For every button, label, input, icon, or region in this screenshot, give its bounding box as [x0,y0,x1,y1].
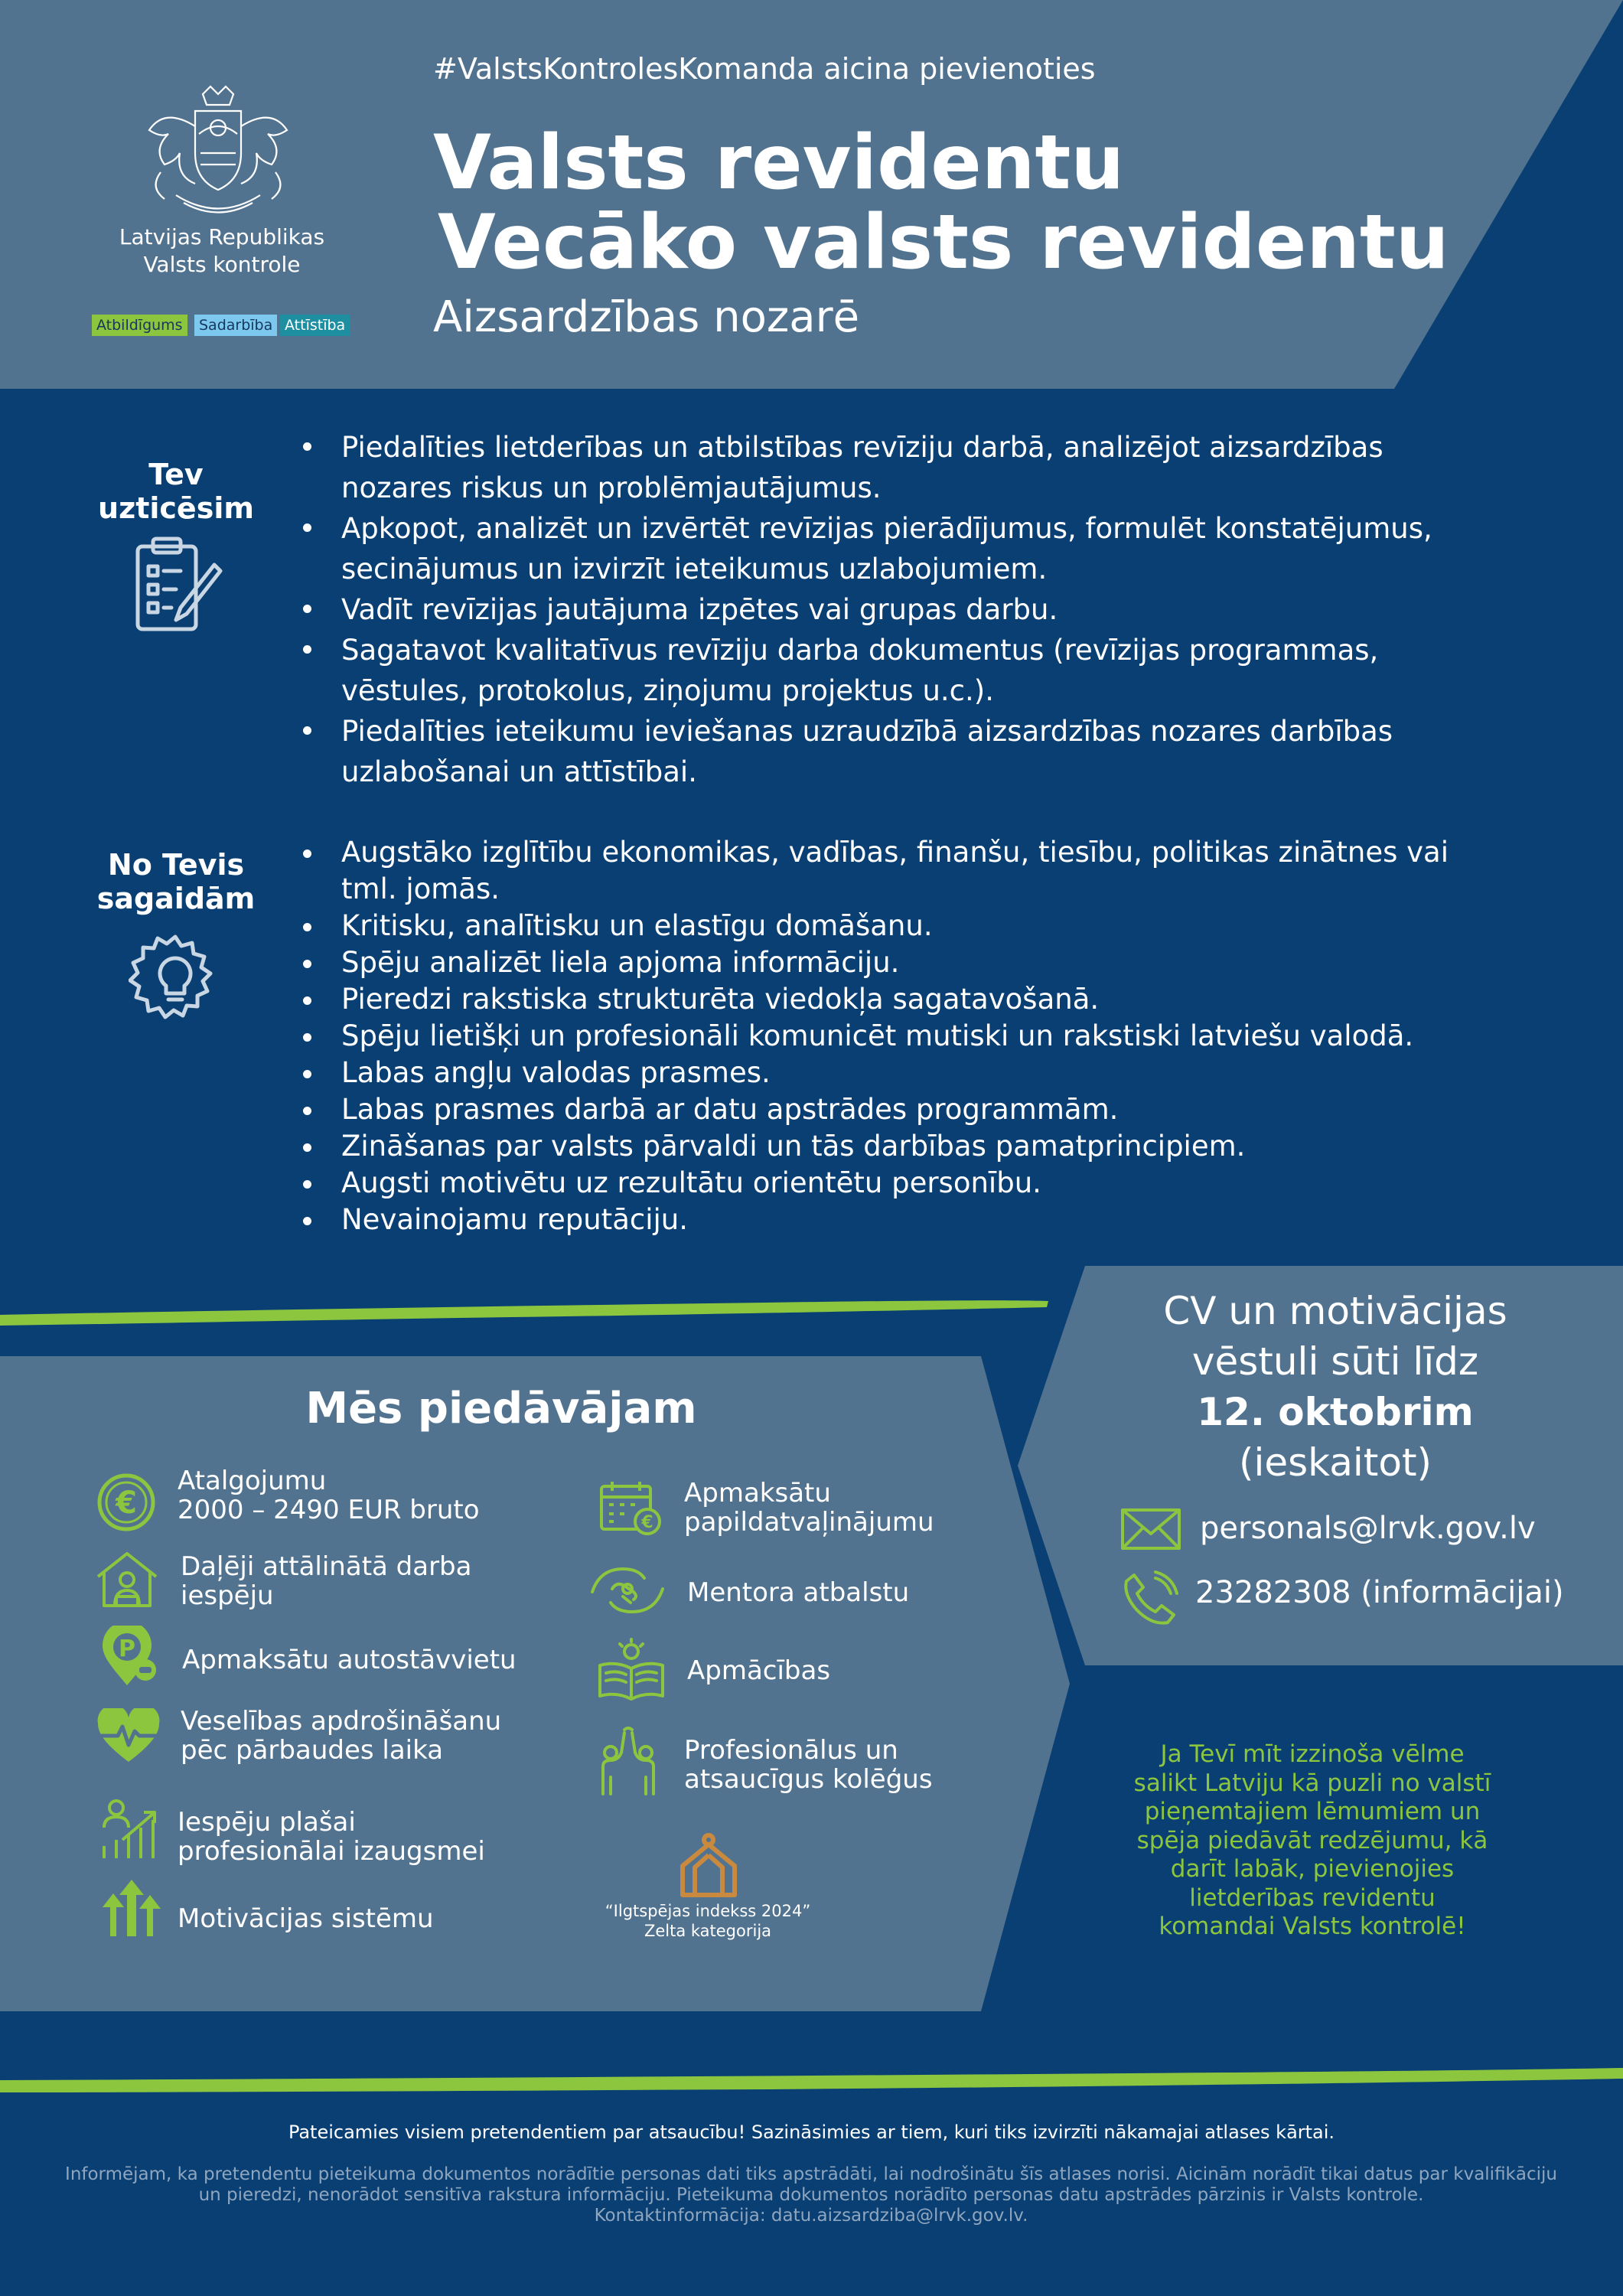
list-item: Zināšanas par valsts pārvaldi un tās darbības pamatprincipiem. [303,1128,1497,1165]
calendar-euro-icon [598,1479,663,1535]
footer-privacy-text: Informējam, ka pretendentu pieteikuma dokumentos norādītie personas dati tiks apstrādāti, lai nodrošinātu šīs atlases norisi. Aicinām norādīt tikai datus par kvalifikāciju un pieredzi, nenorādot sensitīva rakstura informāciju. Pieteikuma dokumentos norādīto personas datu apstrādes pārzinis ir Valsts kontrole. [65,2164,1557,2205]
parking-pin-icon [99,1626,159,1688]
book-bulb-icon [597,1638,666,1702]
offer-item-remote-line2: iespēju [181,1580,274,1611]
title-line1: Valsts revidentu [433,119,1125,207]
offer-item-colleagues [684,1736,933,1794]
offer-item-vacation-line2: papildatvaļinājumu [684,1507,934,1538]
offer-item-salary-line1: Atalgojumu [178,1466,327,1496]
award-caption-line1: “Ilgtspējas indekss 2024” [605,1902,811,1920]
svg-text:P: P [119,1636,135,1662]
list-item: Augsti motivētu uz rezultātu orientētu personību. [303,1165,1497,1202]
contact-phone[interactable]: 23282308 (informācijai) [1195,1575,1564,1610]
footer-thanks: Pateicamies visiem pretendentiem par atsaucību! Sazināsimies ar tiem, kuri tiks izvirzīti nākamajai atlases kārtai. [288,2122,1335,2143]
list-item: Spēju analizēt liela apjoma informāciju. [303,944,1497,981]
list-item: Sagatavot kvalitatīvus revīziju darba dokumentus (revīzijas programmas, vēstules, protokolus, ziņojumu projektus u.c.). [303,630,1497,711]
coat-of-arms-icon [130,80,306,226]
footer-privacy [61,2164,1561,2226]
offer-item-remote-line1: Daļēji attālinātā darba [181,1551,472,1582]
slogan: Ja Tevī mīt izzinoša vēlme salikt Latviju kā puzli no valstī pieņemtajiem lēmumiem un spēja piedāvāt redzējumu, kā darīt labāk, pievienojies lietderības revidentu komandai Valsts kontrolē! [1133,1740,1491,1940]
cv-line2: vēstuli sūti līdz [1191,1339,1479,1384]
value-tag-responsibility: Atbildīgums [92,315,187,336]
sustainability-house-icon [678,1832,739,1898]
cv-line1: CV un motivācijas [1163,1289,1507,1333]
growth-chart-icon [99,1797,164,1861]
offer-item-colleagues-line1: Profesionālus un [684,1735,898,1766]
list-item: Piedalīties lietderības un atbilstības revīziju darbā, analizējot aizsardzības nozares riskus un problēmjautājumus. [303,427,1497,508]
list-item: Labas angļu valodas prasmes. [303,1055,1497,1091]
section-trust-label-line1: Tev [148,458,204,491]
section-expect-label [84,848,268,915]
offer-item-growth [178,1808,485,1866]
svg-text:€: € [641,1513,653,1532]
list-item: Pieredzi rakstiska strukturēta viedokļa sagatavošanā. [303,981,1497,1018]
award-caption [582,1901,834,1941]
value-tag-development: Attīstība [280,315,350,336]
footer-contact[interactable]: Kontaktinformācija: datu.aizsardziba@lrvk.gov.lv. [594,2206,1028,2226]
offer-item-salary-line2: 2000 – 2490 EUR bruto [178,1495,480,1525]
offer-item-health [181,1707,501,1765]
offer-item-salary [178,1466,480,1525]
expect-list [303,834,1497,1238]
list-item: Labas prasmes darbā ar datu apstrādes programmām. [303,1091,1497,1128]
offer-item-growth-line1: Iespēju plašai [178,1807,356,1838]
offer-item-vacation [684,1479,934,1537]
list-item: Augstāko izglītību ekonomikas, vadības, finanšu, tiesību, politikas zinātnes vai tml. jomās. [303,834,1497,908]
offer-item-parking: Apmaksātu autostāvvietu [182,1645,517,1675]
offer-item-health-line2: pēc pārbaudes laika [181,1735,444,1766]
heart-pulse-icon [96,1708,161,1765]
list-item: Nevainojamu reputāciju. [303,1202,1497,1238]
section-expect-label-line2: sagaidām [96,882,256,915]
award-caption-line2: Zelta kategorija [644,1922,772,1940]
hashtag: #ValstsKontrolesKomanda aicina pievienoties [433,52,1096,86]
offer-item-health-line1: Veselības apdrošināšanu [181,1706,502,1737]
list-item: Vadīt revīzijas jautājuma izpētes vai grupas darbu. [303,589,1497,630]
cv-deadline [1048,1286,1622,1488]
contact-email[interactable]: personals@lrvk.gov.lv [1200,1511,1536,1546]
title-line2: Vecāko valsts revidentu [438,199,1449,286]
list-item: Piedalīties ieteikumu ieviešanas uzraudzībā aizsardzības nozares darbības uzlabošanai un attīstībai. [303,711,1497,792]
subtitle: Aizsardzības nozarē [433,292,860,342]
section-expect-label-line1: No Tevis [107,848,245,882]
list-item: Kritisku, analītisku un elastīgu domāšanu. [303,908,1497,944]
envelope-icon [1120,1508,1181,1551]
cv-line4: (ieskaitot) [1238,1440,1432,1485]
offer-item-training: Apmācības [687,1655,831,1686]
mentor-hands-icon [589,1561,666,1619]
cv-deadline-date: 12. oktobrim [1197,1390,1474,1434]
euro-coin-icon [96,1473,156,1532]
svg-text:€: € [116,1486,137,1521]
offer-item-remote [181,1552,471,1610]
org-name-line1: Latvijas Republikas [119,224,325,249]
clipboard-checklist-icon [132,534,223,634]
offer-title: Mēs piedāvājam [305,1384,697,1433]
arrows-up-icon [99,1878,164,1936]
value-tag-cooperation: Sadarbība [194,315,277,336]
list-item: Apkopot, analizēt un izvērtēt revīzijas pierādījumus, formulēt konstatējumus, secinājumus un izvirzīt ieteikumus uzlabojumiem. [303,508,1497,589]
high-five-icon [594,1727,663,1795]
lightbulb-gear-icon [129,932,222,1026]
offer-item-motivation: Motivācijas sistēmu [178,1903,434,1934]
section-trust-label-line2: uzticēsim [98,491,254,525]
org-name-line2: Valsts kontrole [143,252,301,277]
offer-item-growth-line2: profesionālai izaugsmei [178,1836,485,1867]
list-item: Spēju lietišķi un profesionāli komunicēt mutiski un rakstiski latviešu valodā. [303,1018,1497,1055]
home-worker-icon [93,1549,161,1610]
offer-item-vacation-line1: Apmaksātu [684,1478,831,1508]
offer-item-colleagues-line2: atsaucīgus kolēģus [684,1764,933,1795]
section-trust-label [84,458,268,525]
trust-list [303,427,1497,792]
phone-icon [1122,1570,1178,1627]
offer-item-mentor: Mentora atbalstu [687,1577,910,1608]
